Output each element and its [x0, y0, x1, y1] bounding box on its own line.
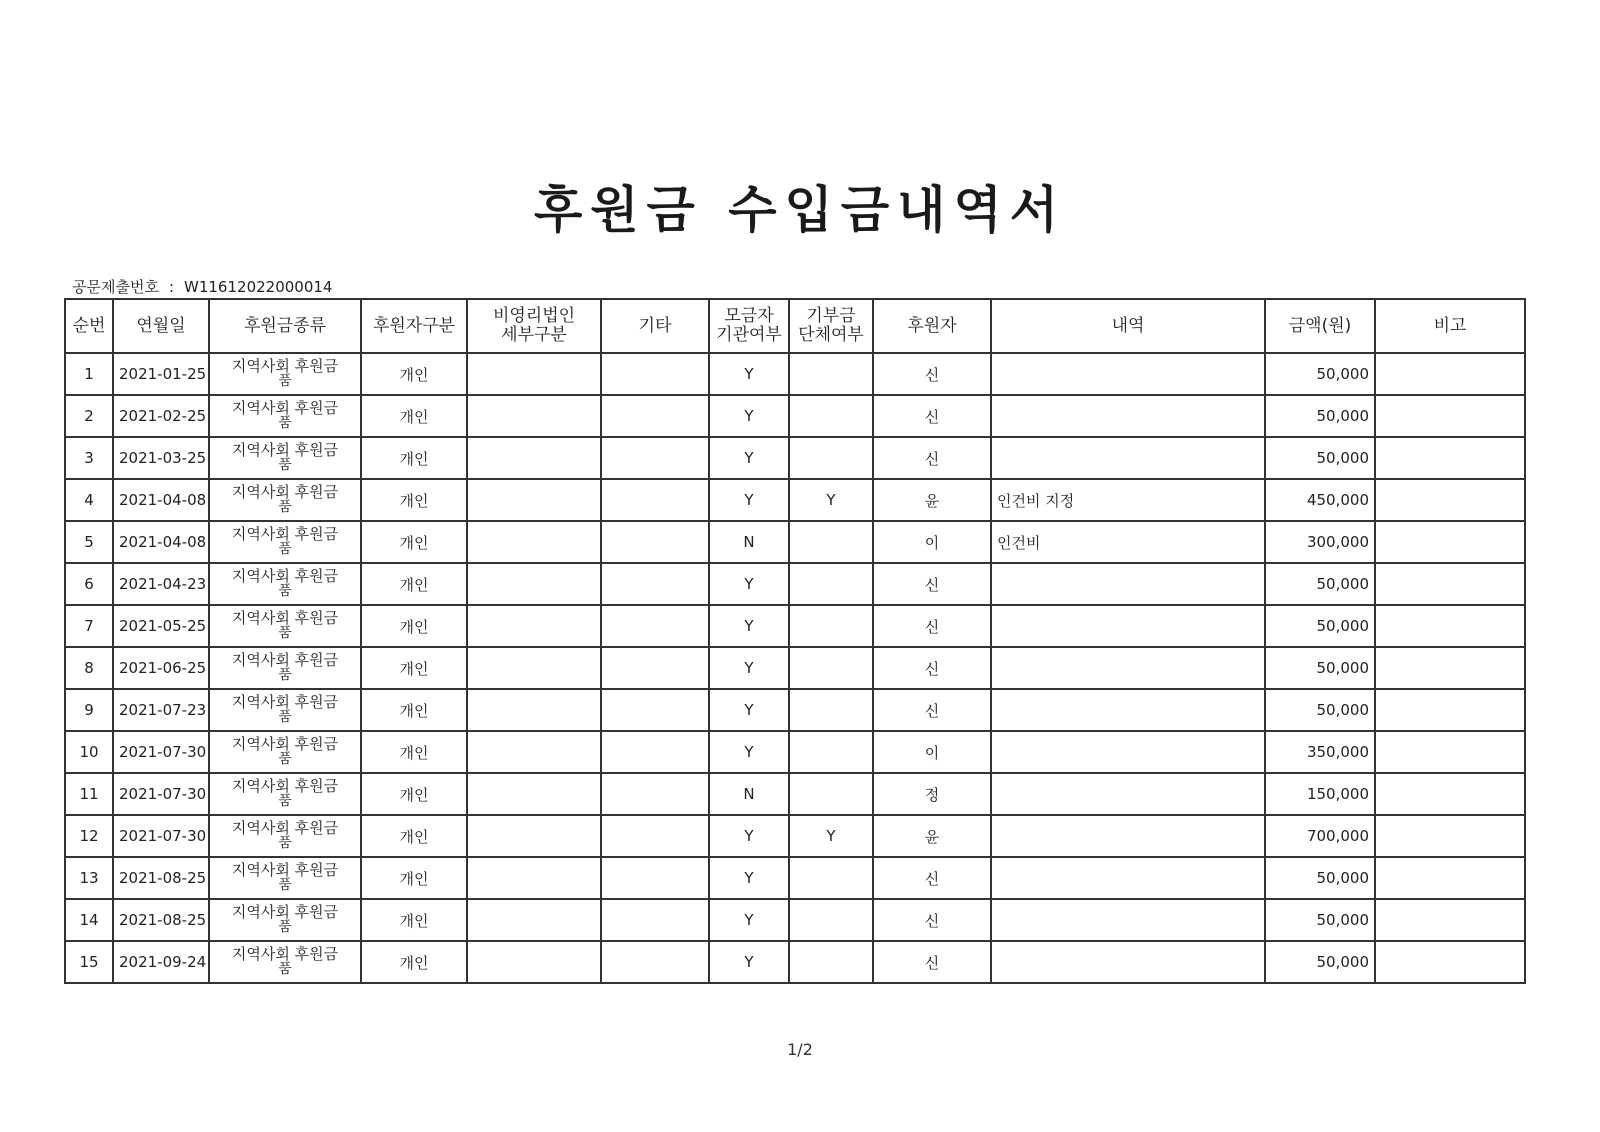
cell-other: [601, 815, 709, 857]
cell-donation-group: Y: [789, 479, 873, 521]
cell-other: [601, 773, 709, 815]
cell-kind-line2: 품: [278, 751, 292, 767]
cell-amount: 50,000: [1265, 941, 1375, 983]
cell-kind-line1: 지역사회 후원금: [231, 567, 339, 585]
header-donation-group-line1: 기부금: [806, 306, 856, 326]
header-fundraising-line1: 모금자: [724, 306, 774, 326]
cell-no: 9: [65, 689, 113, 731]
doc-number-value: W11612022000014: [184, 278, 333, 296]
cell-amount: 350,000: [1265, 731, 1375, 773]
doc-number-line: [72, 276, 332, 297]
cell-donor-type: 개인: [361, 353, 467, 395]
table-row: [65, 395, 1525, 437]
cell-donation-group: [789, 521, 873, 563]
table-row: [65, 815, 1525, 857]
cell-kind-line1: 지역사회 후원금: [231, 777, 339, 795]
cell-donation-group: [789, 941, 873, 983]
cell-kind-line2: 품: [278, 709, 292, 725]
cell-no: 3: [65, 437, 113, 479]
cell-other: [601, 521, 709, 563]
cell-nonprofit: [467, 605, 601, 647]
cell-amount: 300,000: [1265, 521, 1375, 563]
cell-fundraising: Y: [709, 815, 789, 857]
header-no: 순번: [65, 299, 113, 353]
cell-note: [1375, 479, 1525, 521]
cell-donation-group: [789, 857, 873, 899]
cell-note: [1375, 941, 1525, 983]
cell-kind-line2: 품: [278, 835, 292, 851]
cell-no: 10: [65, 731, 113, 773]
table-row: [65, 605, 1525, 647]
cell-fundraising: Y: [709, 731, 789, 773]
cell-no: 12: [65, 815, 113, 857]
header-fundraising: [709, 299, 789, 353]
cell-kind: [209, 521, 361, 563]
cell-donor-type: 개인: [361, 731, 467, 773]
cell-kind: [209, 395, 361, 437]
cell-amount: 450,000: [1265, 479, 1375, 521]
page-number: 1/2: [787, 1040, 813, 1059]
cell-donation-group: [789, 353, 873, 395]
cell-donation-group: [789, 689, 873, 731]
header-amount: 금액(원): [1265, 299, 1375, 353]
cell-kind: [209, 563, 361, 605]
cell-amount: 150,000: [1265, 773, 1375, 815]
cell-note: [1375, 773, 1525, 815]
cell-kind-line1: 지역사회 후원금: [231, 693, 339, 711]
cell-nonprofit: [467, 899, 601, 941]
doc-number-label: 공문제출번호: [72, 278, 159, 296]
cell-fundraising: Y: [709, 437, 789, 479]
cell-date: 2021-09-24: [113, 941, 209, 983]
cell-donor-type: 개인: [361, 899, 467, 941]
cell-kind: [209, 605, 361, 647]
cell-other: [601, 857, 709, 899]
cell-fundraising: Y: [709, 857, 789, 899]
cell-date: 2021-04-08: [113, 521, 209, 563]
cell-donor: 신: [873, 941, 991, 983]
cell-amount: 50,000: [1265, 563, 1375, 605]
cell-note: [1375, 731, 1525, 773]
header-note: 비고: [1375, 299, 1525, 353]
header-nonprofit: [467, 299, 601, 353]
cell-no: 5: [65, 521, 113, 563]
cell-kind-line1: 지역사회 후원금: [231, 525, 339, 543]
header-donor: 후원자: [873, 299, 991, 353]
cell-donor: 윤: [873, 815, 991, 857]
cell-kind-line2: 품: [278, 919, 292, 935]
cell-date: 2021-03-25: [113, 437, 209, 479]
cell-donor-type: 개인: [361, 941, 467, 983]
cell-donor: 신: [873, 647, 991, 689]
cell-other: [601, 899, 709, 941]
cell-nonprofit: [467, 395, 601, 437]
cell-date: 2021-02-25: [113, 395, 209, 437]
cell-donor: 이: [873, 731, 991, 773]
cell-fundraising: Y: [709, 941, 789, 983]
table-row: [65, 773, 1525, 815]
cell-donor-type: 개인: [361, 563, 467, 605]
cell-details: 인건비: [991, 521, 1265, 563]
cell-fundraising: Y: [709, 605, 789, 647]
cell-kind: [209, 479, 361, 521]
cell-other: [601, 941, 709, 983]
cell-kind: [209, 647, 361, 689]
cell-kind-line1: 지역사회 후원금: [231, 609, 339, 627]
cell-kind-line1: 지역사회 후원금: [231, 861, 339, 879]
cell-no: 15: [65, 941, 113, 983]
table-row: [65, 857, 1525, 899]
cell-kind: [209, 815, 361, 857]
header-other: 기타: [601, 299, 709, 353]
cell-details: [991, 605, 1265, 647]
cell-details: [991, 899, 1265, 941]
cell-note: [1375, 815, 1525, 857]
cell-nonprofit: [467, 773, 601, 815]
cell-kind-line2: 품: [278, 415, 292, 431]
cell-kind-line2: 품: [278, 625, 292, 641]
cell-details: [991, 857, 1265, 899]
cell-donor-type: 개인: [361, 773, 467, 815]
cell-date: 2021-05-25: [113, 605, 209, 647]
cell-kind-line2: 품: [278, 457, 292, 473]
cell-nonprofit: [467, 521, 601, 563]
cell-donor: 윤: [873, 479, 991, 521]
cell-kind: [209, 899, 361, 941]
cell-fundraising: Y: [709, 899, 789, 941]
cell-no: 2: [65, 395, 113, 437]
header-fundraising-line2: 기관여부: [716, 325, 782, 345]
cell-fundraising: Y: [709, 647, 789, 689]
cell-no: 14: [65, 899, 113, 941]
cell-no: 1: [65, 353, 113, 395]
cell-kind-line1: 지역사회 후원금: [231, 735, 339, 753]
cell-note: [1375, 521, 1525, 563]
cell-donor: 신: [873, 395, 991, 437]
header-donation-group-line2: 단체여부: [798, 325, 864, 345]
table-row: [65, 479, 1525, 521]
cell-donor-type: 개인: [361, 605, 467, 647]
cell-donor-type: 개인: [361, 857, 467, 899]
cell-kind-line2: 품: [278, 793, 292, 809]
cell-fundraising: Y: [709, 689, 789, 731]
cell-donor: 이: [873, 521, 991, 563]
cell-note: [1375, 857, 1525, 899]
cell-details: [991, 353, 1265, 395]
cell-details: [991, 689, 1265, 731]
cell-donation-group: [789, 395, 873, 437]
cell-fundraising: N: [709, 521, 789, 563]
cell-kind: [209, 941, 361, 983]
cell-nonprofit: [467, 479, 601, 521]
cell-nonprofit: [467, 563, 601, 605]
cell-date: 2021-07-30: [113, 731, 209, 773]
cell-kind-line1: 지역사회 후원금: [231, 651, 339, 669]
cell-donor-type: 개인: [361, 815, 467, 857]
cell-details: [991, 437, 1265, 479]
cell-note: [1375, 647, 1525, 689]
cell-details: [991, 395, 1265, 437]
cell-no: 11: [65, 773, 113, 815]
cell-kind: [209, 857, 361, 899]
cell-kind-line2: 품: [278, 583, 292, 599]
cell-kind: [209, 353, 361, 395]
cell-date: 2021-07-23: [113, 689, 209, 731]
cell-note: [1375, 437, 1525, 479]
cell-other: [601, 689, 709, 731]
cell-donation-group: [789, 647, 873, 689]
cell-kind-line2: 품: [278, 541, 292, 557]
cell-other: [601, 479, 709, 521]
cell-kind-line1: 지역사회 후원금: [231, 945, 339, 963]
table-row: [65, 353, 1525, 395]
cell-no: 8: [65, 647, 113, 689]
cell-kind-line1: 지역사회 후원금: [231, 357, 339, 375]
cell-nonprofit: [467, 857, 601, 899]
cell-amount: 50,000: [1265, 353, 1375, 395]
cell-details: 인건비 지정: [991, 479, 1265, 521]
cell-kind-line2: 품: [278, 961, 292, 977]
cell-nonprofit: [467, 815, 601, 857]
cell-date: 2021-06-25: [113, 647, 209, 689]
cell-kind-line1: 지역사회 후원금: [231, 903, 339, 921]
donation-income-table: [64, 298, 1526, 984]
cell-fundraising: Y: [709, 563, 789, 605]
cell-other: [601, 605, 709, 647]
cell-date: 2021-07-30: [113, 773, 209, 815]
table-row: [65, 899, 1525, 941]
cell-donor-type: 개인: [361, 395, 467, 437]
cell-no: 4: [65, 479, 113, 521]
cell-no: 7: [65, 605, 113, 647]
document-title: 후원금 수입금내역서: [533, 181, 1067, 239]
cell-fundraising: N: [709, 773, 789, 815]
cell-date: 2021-04-08: [113, 479, 209, 521]
cell-date: 2021-01-25: [113, 353, 209, 395]
cell-kind: [209, 437, 361, 479]
table-header-row: [65, 299, 1525, 353]
cell-donor: 신: [873, 563, 991, 605]
cell-donor-type: 개인: [361, 437, 467, 479]
cell-details: [991, 647, 1265, 689]
cell-donation-group: [789, 563, 873, 605]
cell-amount: 50,000: [1265, 857, 1375, 899]
cell-details: [991, 815, 1265, 857]
header-kind: 후원금종류: [209, 299, 361, 353]
cell-note: [1375, 395, 1525, 437]
table-row: [65, 689, 1525, 731]
table-row: [65, 521, 1525, 563]
cell-kind-line2: 품: [278, 373, 292, 389]
cell-no: 13: [65, 857, 113, 899]
cell-amount: 50,000: [1265, 899, 1375, 941]
cell-kind: [209, 731, 361, 773]
cell-donation-group: [789, 437, 873, 479]
table-row: [65, 647, 1525, 689]
cell-nonprofit: [467, 941, 601, 983]
cell-no: 6: [65, 563, 113, 605]
table-row: [65, 563, 1525, 605]
cell-note: [1375, 563, 1525, 605]
table-row: [65, 941, 1525, 983]
table-row: [65, 731, 1525, 773]
cell-other: [601, 437, 709, 479]
cell-donor: 신: [873, 899, 991, 941]
cell-donor-type: 개인: [361, 689, 467, 731]
cell-note: [1375, 605, 1525, 647]
cell-date: 2021-08-25: [113, 857, 209, 899]
cell-donor: 신: [873, 437, 991, 479]
header-nonprofit-line1: 비영리법인: [492, 306, 576, 326]
cell-other: [601, 353, 709, 395]
header-donor-type: 후원자구분: [361, 299, 467, 353]
cell-donor: 신: [873, 353, 991, 395]
cell-donor-type: 개인: [361, 647, 467, 689]
cell-kind-line1: 지역사회 후원금: [231, 483, 339, 501]
cell-date: 2021-07-30: [113, 815, 209, 857]
cell-other: [601, 395, 709, 437]
cell-date: 2021-04-23: [113, 563, 209, 605]
cell-donation-group: [789, 731, 873, 773]
cell-kind: [209, 689, 361, 731]
doc-number-separator: :: [168, 278, 175, 296]
cell-amount: 50,000: [1265, 437, 1375, 479]
cell-kind-line2: 품: [278, 667, 292, 683]
cell-details: [991, 563, 1265, 605]
cell-note: [1375, 899, 1525, 941]
cell-donation-group: Y: [789, 815, 873, 857]
cell-nonprofit: [467, 353, 601, 395]
cell-amount: 50,000: [1265, 689, 1375, 731]
cell-kind-line1: 지역사회 후원금: [231, 441, 339, 459]
cell-date: 2021-08-25: [113, 899, 209, 941]
cell-nonprofit: [467, 437, 601, 479]
cell-fundraising: Y: [709, 395, 789, 437]
cell-other: [601, 563, 709, 605]
cell-nonprofit: [467, 689, 601, 731]
cell-note: [1375, 353, 1525, 395]
cell-other: [601, 731, 709, 773]
cell-donor: 신: [873, 857, 991, 899]
cell-details: [991, 773, 1265, 815]
cell-nonprofit: [467, 647, 601, 689]
cell-donor: 신: [873, 689, 991, 731]
cell-kind-line1: 지역사회 후원금: [231, 819, 339, 837]
cell-kind-line2: 품: [278, 877, 292, 893]
cell-donor: 정: [873, 773, 991, 815]
cell-donor: 신: [873, 605, 991, 647]
cell-nonprofit: [467, 731, 601, 773]
cell-donation-group: [789, 605, 873, 647]
cell-donor-type: 개인: [361, 521, 467, 563]
table-body: [65, 353, 1525, 983]
cell-donation-group: [789, 899, 873, 941]
cell-details: [991, 731, 1265, 773]
cell-kind-line2: 품: [278, 499, 292, 515]
cell-kind-line1: 지역사회 후원금: [231, 399, 339, 417]
cell-kind: [209, 773, 361, 815]
cell-amount: 700,000: [1265, 815, 1375, 857]
cell-amount: 50,000: [1265, 395, 1375, 437]
cell-amount: 50,000: [1265, 605, 1375, 647]
cell-amount: 50,000: [1265, 647, 1375, 689]
cell-donor-type: 개인: [361, 479, 467, 521]
cell-fundraising: Y: [709, 479, 789, 521]
header-details: 내역: [991, 299, 1265, 353]
cell-other: [601, 647, 709, 689]
table-row: [65, 437, 1525, 479]
cell-details: [991, 941, 1265, 983]
header-nonprofit-line2: 세부구분: [501, 325, 567, 345]
header-date: 연월일: [113, 299, 209, 353]
cell-donation-group: [789, 773, 873, 815]
header-donation-group: [789, 299, 873, 353]
cell-note: [1375, 689, 1525, 731]
cell-fundraising: Y: [709, 353, 789, 395]
